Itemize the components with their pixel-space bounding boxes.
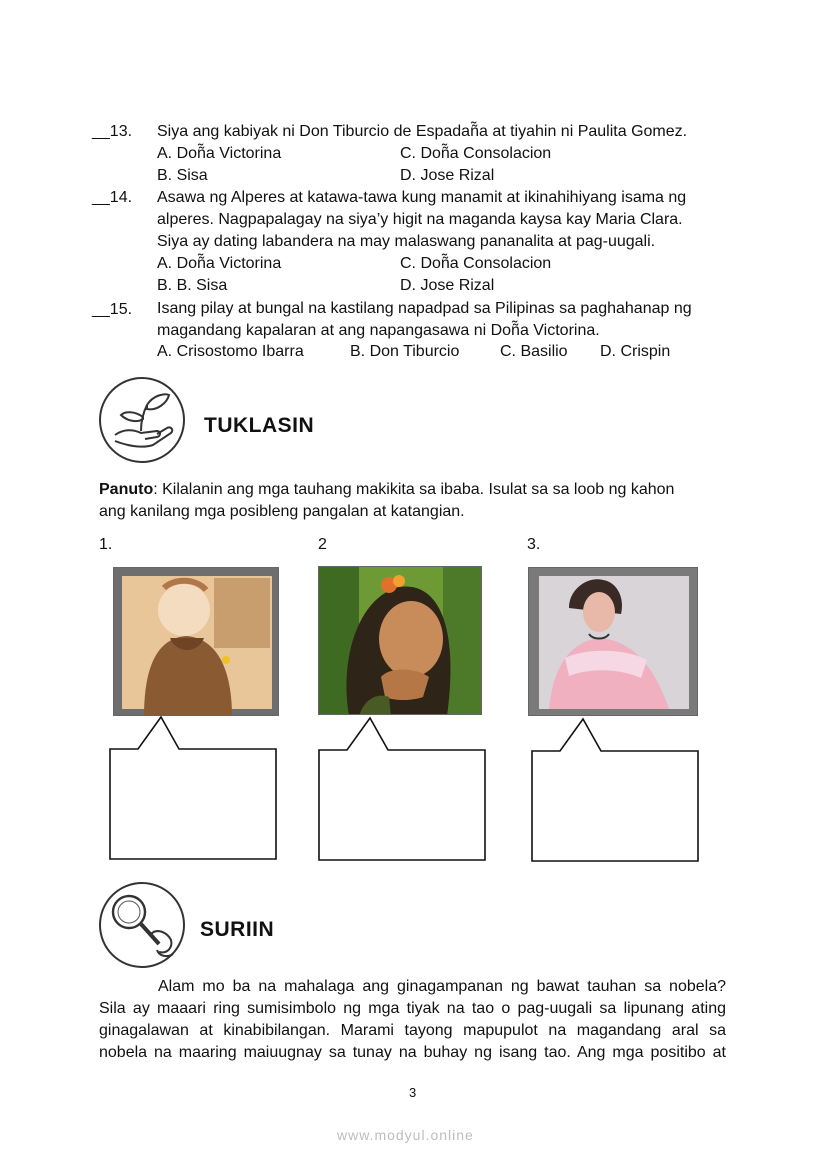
question-text: Asawa ng Alperes at katawa-tawa kung manamit at ikinahihiyang isama ng: [157, 189, 687, 206]
paragraph-line: ginagalawan at kinabibilangan. Marami tayong mapupulot na magandang aral sa: [99, 1022, 726, 1039]
instructions-text: : Kilalanin ang mga tauhang makikita sa ibaba. Isulat sa sa loob ng kahon: [153, 481, 675, 498]
question-number: __14.: [92, 189, 133, 206]
section-title-suriin: SURIIN: [200, 918, 275, 941]
paragraph-line: nobela na maaring maiuugnay sa tunay na buhay ng isang tao. Ang mga positibo at: [99, 1044, 726, 1061]
answer-box-3[interactable]: [530, 714, 702, 864]
watermark: www.modyul.online: [337, 1127, 474, 1143]
character-image-woman-dress: [528, 567, 698, 716]
choice-a: A. Doñ̃a Victorina: [157, 255, 282, 272]
instructions: [99, 479, 674, 501]
item-label-1: 1.: [99, 536, 113, 553]
choice-c: C. Doñ̃a Consolacion: [400, 145, 552, 162]
question-text: alperes. Nagpapalagay na siya’y higit na maganda kaysa kay Maria Clara.: [157, 211, 683, 228]
choice-d: D. Crispin: [600, 343, 671, 360]
character-image-friar: [113, 567, 279, 716]
choice-a: A. Crisostomo Ibarra: [157, 343, 304, 360]
choice-b: B. Don Tiburcio: [350, 343, 460, 360]
section-title-tuklasin: TUKLASIN: [204, 414, 315, 437]
hand-plant-icon: [99, 377, 185, 463]
item-label-2: 2: [318, 536, 327, 553]
question-text: Isang pilay at bungal na kastilang napadpad sa Pilipinas sa paghahanap ng: [157, 300, 692, 317]
question-text: magandang kapalaran at ang napangasawa ni Doñ̃a Victorina.: [157, 322, 600, 339]
page-number: 3: [409, 1085, 417, 1100]
choice-b: B. Sisa: [157, 167, 208, 184]
magnifying-glass-icon: [99, 882, 185, 968]
choice-b: B. B. Sisa: [157, 277, 228, 294]
choice-d: D. Jose Rizal: [400, 277, 495, 294]
choice-d: D. Jose Rizal: [400, 167, 495, 184]
question-text: Siya ay dating labandera na may malaswang pananalita at pag-uugali.: [157, 233, 656, 250]
question-text: Siya ang kabiyak ni Don Tiburcio de Espadañ̃a at tiyahin ni Paulita Gomez.: [157, 123, 688, 140]
answer-box-1[interactable]: [108, 712, 280, 862]
choice-a: A. Doñ̃a Victorina: [157, 145, 282, 162]
question-number: __15.: [92, 301, 133, 318]
answer-box-2[interactable]: [317, 713, 489, 863]
paragraph-line: Alam mo ba na mahalaga ang ginagampanan ng bawat tauhan sa nobela?: [158, 978, 726, 995]
item-label-3: 3.: [527, 536, 541, 553]
instructions-label: Panuto: [99, 481, 154, 498]
question-number: __13.: [92, 123, 133, 140]
instructions-text: ang kanilang mga posibleng pangalan at katangian.: [99, 503, 465, 520]
choice-c: C. Basilio: [500, 343, 568, 360]
character-image-woman-flower: [318, 566, 482, 715]
choice-c: C. Doñ̃a Consolacion: [400, 255, 552, 272]
paragraph-line: Sila ay maaari ring sumisimbolo ng mga tiyak na tao o pag-uugali sa lipunang ating: [99, 1000, 726, 1017]
